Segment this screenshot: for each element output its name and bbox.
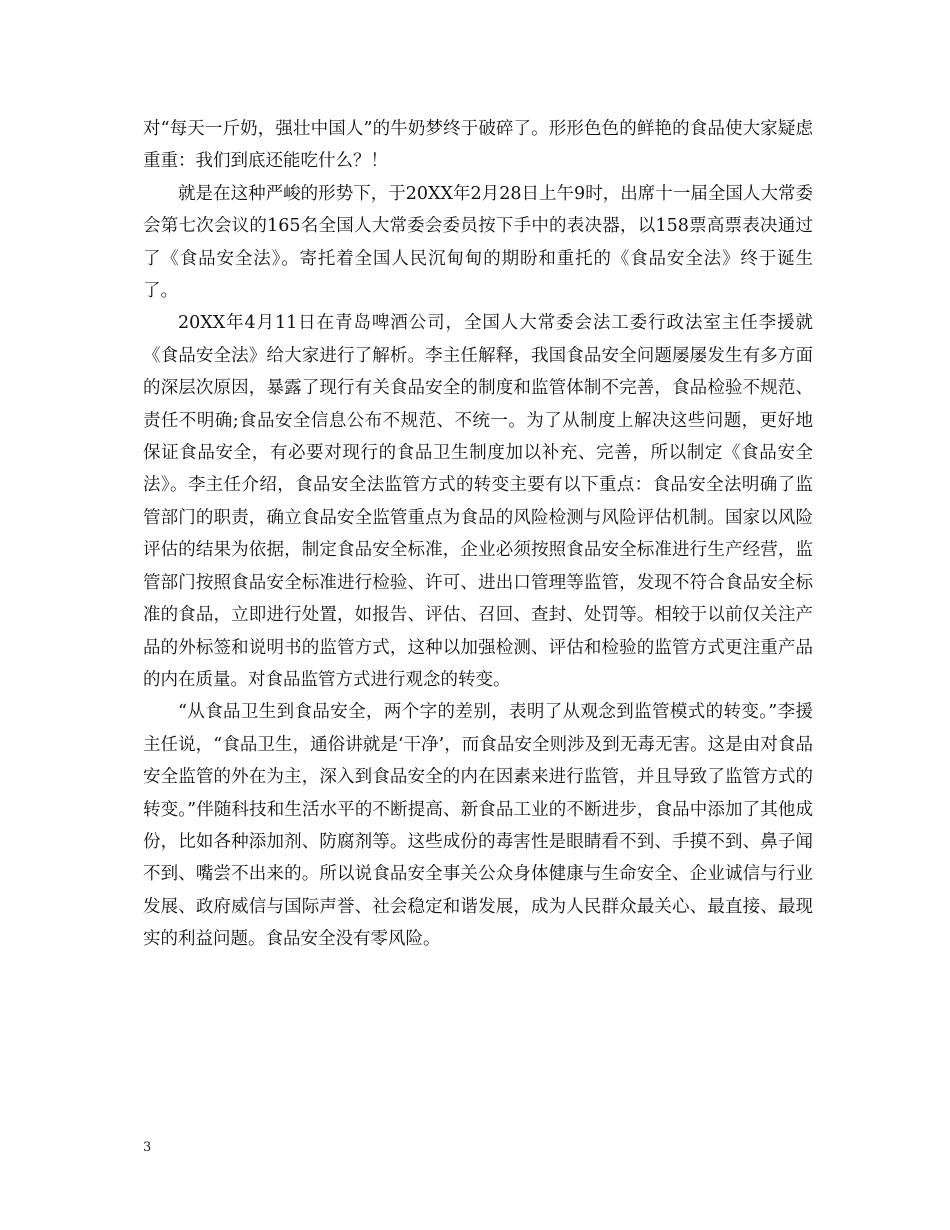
paragraph-hygiene-to-safety: “从食品卫生到食品安全，两个字的差别，表明了从观念到监管模式的转变。”李援主任说，“食品卫生，通俗讲就是‘干净’，而食品安全则涉及到无毒无害。这是由对食品安全监管的外在为主，深入到食品安全的内在因素来进行监管，并且导致了监管方式的转变。”伴随科技和生活水平的不断提高、新食品工业的不断进步，食品中添加了其他成份，比如各种添加剂、防腐剂等。这些成份的毒害性是眼睛看不到、手摸不到、鼻子闻不到、嘴尝不出来的。所以说食品安全事关公众身体健康与生命安全、企业诚信与行业发展、政府威信与国际声誉、社会稳定和谐发展，成为人民群众最关心、最直接、最现实的利益问题。食品安全没有零风险。	[143, 702, 813, 950]
paragraph-law-analysis: 20XX年4月11日在青岛啤酒公司，全国人大常委会法工委行政法室主任李援就《食品安全法》给大家进行了解析。李主任解释，我国食品安全问题屡屡发生有多方面的深层次原因，暴露了现行有关食品安全的制度和监管体制不完善，食品检验不规范、责任不明确;食品安全信息公布不规范、不统一。为了从制度上解决这些问题，更好地保证食品安全，有必要对现行的食品卫生制度加以补充、完善，所以制定《食品安全法》。李主任介绍，食品安全法监管方式的转变主要有以下重点：食品安全法明确了监管部门的职责，确立食品安全监管重点为食品的风险检测与风险评估机制。国家以风险评估的结果为依据，制定食品安全标准，企业必须按照食品安全标准进行生产经营，监管部门按照食品安全标准进行检验、许可、进出口管理等监管，发现不符合食品安全标准的食品，立即进行处置，如报告、评估、召回、查封、处罚等。相较于以前仅关注产品的外标签和说明书的监管方式，这种以加强检测、评估和检验的监管方式更注重产品的内在质量。对食品监管方式进行观念的转变。	[143, 313, 813, 690]
paragraph-law-passed: 就是在这种严峻的形势下，于20XX年2月28日上午9时，出席十一届全国人大常委会第七次会议的165名全国人大常委会委员按下手中的表决器，以158票高票表决通过了《食品安全法》。寄托着全国人民沉甸甸的期盼和重托的《食品安全法》终于诞生了。	[143, 183, 813, 302]
body-text	[143, 113, 813, 956]
page-number: 3	[143, 1140, 152, 1155]
paragraph-continued: 对“每天一斤奶，强壮中国人”的牛奶梦终于破碎了。形形色色的鲜艳的食品使大家疑虑重重：我们到底还能吃什么？！	[143, 119, 813, 172]
